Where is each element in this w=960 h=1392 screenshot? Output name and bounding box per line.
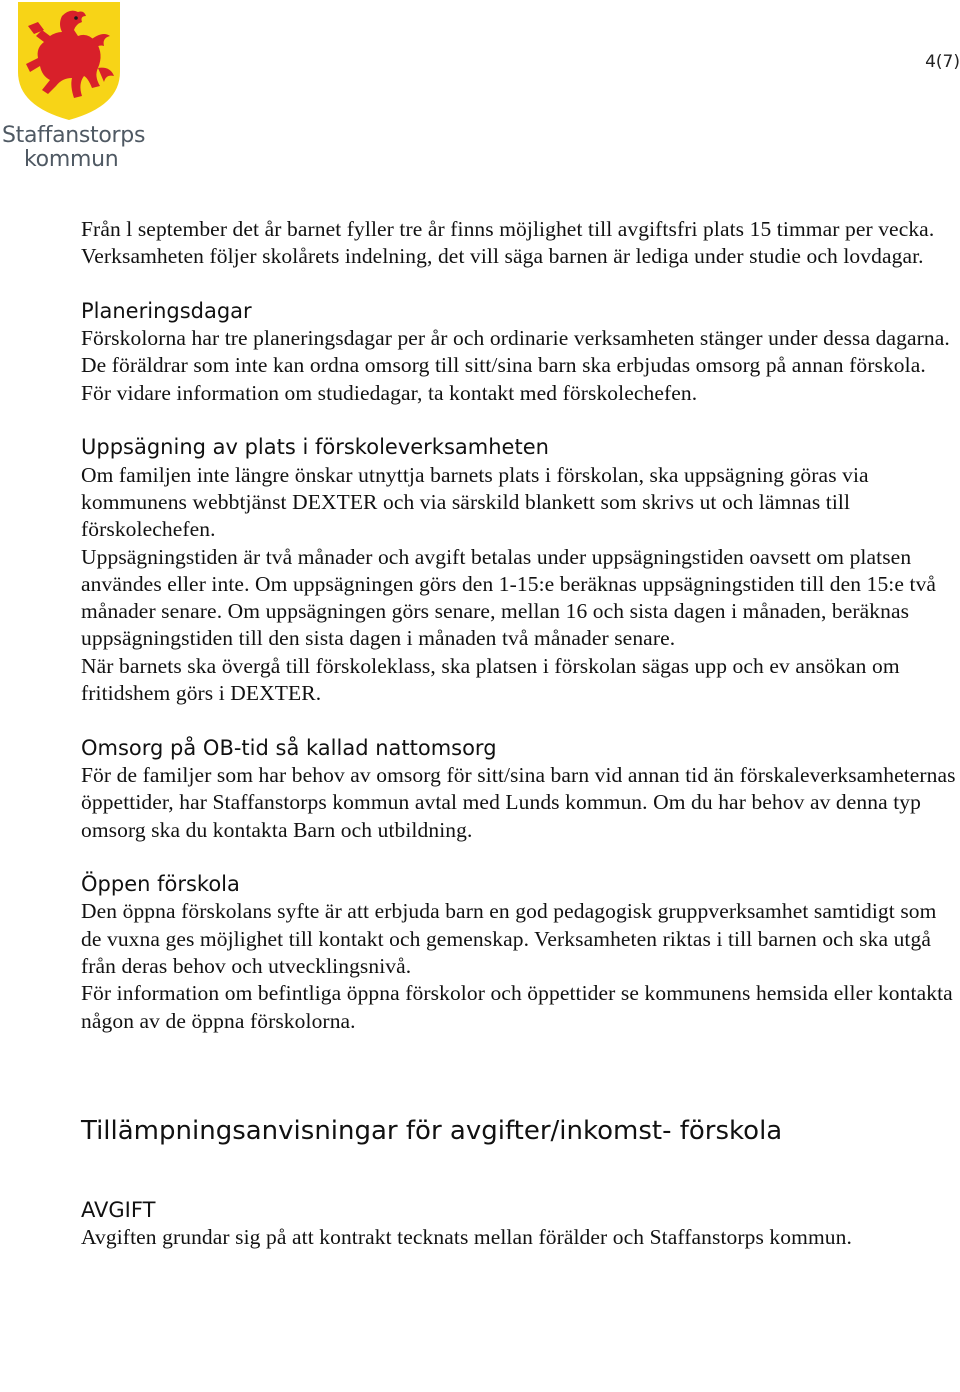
planning-heading: Planeringsdagar [81,298,252,323]
fee-paragraph: Avgiften grundar sig på att kontrakt tecknats mellan förälder och Staffanstorps kommun. [81,1225,852,1250]
page-number: 4(7) [925,52,960,72]
night-care-heading: Omsorg på OB-tid så kallad nattomsorg [81,735,497,760]
fee-heading: AVGIFT [81,1197,156,1222]
logo-wordmark [2,123,146,172]
termination-paragraph-1: Om familjen inte längre önskar utnyttja barnets plats i förskolan, ska uppsägning göras via kommunens webbtjänst DEXTER och via särskild blankett som skrivs ut och lämnas till förskolechefen. [81,462,869,542]
intro-paragraph: Från l september det år barnet fyller tre år finns möjlighet till avgiftsfri plats 15 timmar per vecka. Verksamheten följer skolårets indelning, det vill säga barnen är lediga under studie och lovdagar. [81,217,935,269]
logo-line-1: Staffanstorps [2,123,146,148]
open-preschool-heading: Öppen förskola [81,872,240,897]
night-care-paragraph: För de familjer som har behov av omsorg för sitt/sina barn vid annan tid än förskaleverksamheternas öppettider, har Staffanstorps kommun avtal med Lunds kommun. Om du har behov av denna typ omsorg ska du kontakta Barn och utbildning. [81,762,956,842]
planning-paragraph: Förskolorna har tre planeringsdagar per år och ordinarie verksamheten stänger under dessa dagarna. De föräldrar som inte kan ordna omsorg till sitt/sina barn ska erbjudas omsorg på annan förskola. För vidare information om studiedagar, ta kontakt med förskolechefen. [81,326,950,405]
municipality-logo [0,0,146,180]
main-section-heading: Tillämpningsanvisningar för avgifter/inkomst- förskola [81,1115,783,1146]
document-body [81,216,960,1252]
open-preschool-paragraph-2: För information om befintliga öppna förskolor och öppettider se kommunens hemsida eller kontakta någon av de öppna förskolorna. [81,981,953,1033]
termination-heading: Uppsägning av plats i förskoleverksamheten [81,435,549,460]
open-preschool-paragraph-1: Den öppna förskolans syfte är att erbjuda barn en god pedagogisk gruppverksamhet samtidigt som de vuxna ges möjlighet till kontakt och gemenskap. Verksamheten riktas i till barnen och ska utgå från deras behov och utvecklingsnivå. [81,899,937,979]
logo-line-2: kommun [24,147,119,172]
termination-paragraph-2: Uppsägningstiden är två månader och avgift betalas under uppsägningstiden oavsett om platsen användes eller inte. Om uppsägningen görs den 1-15:e beräknas uppsägningstiden till den 15:e två månader senare. Om uppsägningen görs senare, mellan 16 och sista dagen i månaden, beräknas uppsägningstiden till den sista dagen i månaden två månader senare. [81,544,937,651]
coat-of-arms-icon [18,2,120,120]
termination-paragraph-3: När barnets ska övergå till förskoleklass, ska platsen i förskolan sägas upp och ev ansökan om fritidshem görs i DEXTER. [81,653,900,706]
